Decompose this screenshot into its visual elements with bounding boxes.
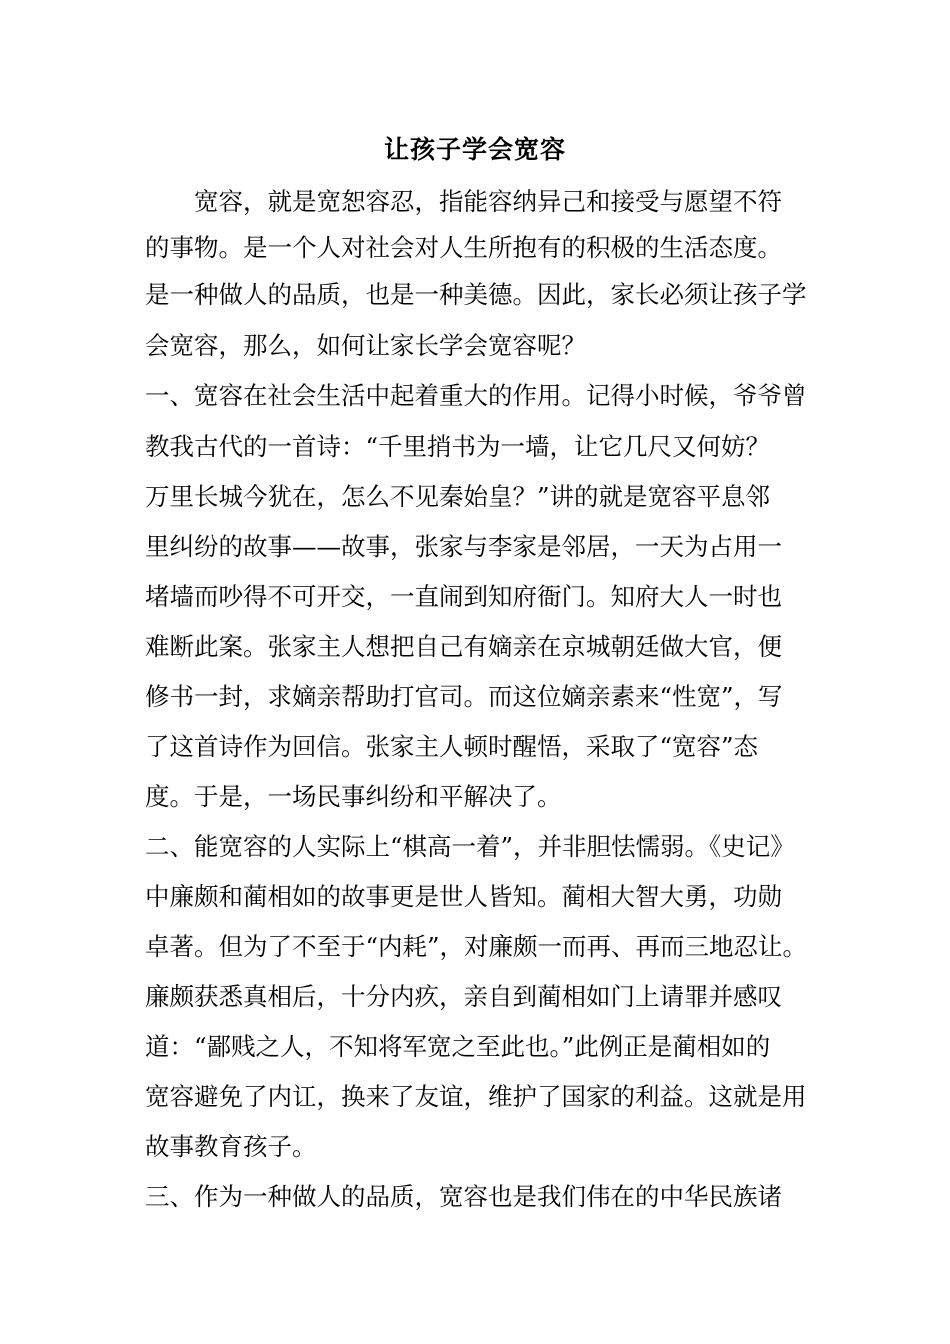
text-line: 了这首诗作为回信。张家主人顿时醒悟，采取了“宽容”态 [145, 732, 759, 761]
text-line: 里纠纷的故事——故事，张家与李家是邻居，一天为占用一 [145, 532, 782, 561]
text-line: 堵墙而吵得不可开交，一直闹到知府衙门。知府大人一时也 [145, 582, 782, 611]
text-line: 万里长城今犹在，怎么不见秦始皇？”讲的就是宽容平息邻 [145, 482, 771, 511]
text-line: 修书一封，求嫡亲帮助打官司。而这位嫡亲素来“性宽”，写 [145, 682, 783, 711]
text-line: 度。于是，一场民事纠纷和平解决了。 [145, 782, 562, 811]
text-line: 故事教育孩子。 [145, 1132, 317, 1161]
text-line: 廉颇获悉真相后，十分内疚，亲自到蔺相如门上请罪并感叹 [145, 982, 782, 1011]
text-line: 二、能宽容的人实际上“棋高一着”，并非胆怯懦弱。《史记》 [145, 832, 795, 861]
text-line: 中廉颇和蔺相如的故事更是世人皆知。蔺相大智大勇，功勋 [145, 882, 782, 911]
text-line: 教我古代的一首诗：“千里捎书为一墙，让它几尺又何妨？ [145, 432, 771, 461]
text-line: 一、宽容在社会生活中起着重大的作用。记得小时候，爷爷曾 [145, 381, 807, 410]
text-line: 的事物。是一个人对社会对人生所抱有的积极的生活态度。 [145, 233, 782, 262]
text-line: 三、作为一种做人的品质，宽容也是我们伟在的中华民族诸 [145, 1182, 782, 1211]
text-line: 道：“鄙贱之人，不知将军宽之至此也。”此例正是蔺相如的 [145, 1032, 771, 1061]
text-line: 宽容，就是宽恕容忍，指能容纳异己和接受与愿望不符 [194, 187, 782, 216]
text-line: 是一种做人的品质，也是一种美德。因此，家长必须让孩子学 [145, 280, 807, 309]
text-line: 难断此案。张家主人想把自己有嫡亲在京城朝廷做大官，便 [145, 632, 782, 661]
text-line: 卓著。但为了不至于“内耗”，对廉颇一而再、再而三地忍让。 [145, 932, 808, 961]
text-line: 宽容避免了内讧，换来了友谊，维护了国家的利益。这就是用 [145, 1082, 807, 1111]
text-line: 会宽容，那么，如何让家长学会宽容呢？ [145, 331, 586, 360]
document-title: 让孩子学会宽容 [383, 135, 566, 164]
